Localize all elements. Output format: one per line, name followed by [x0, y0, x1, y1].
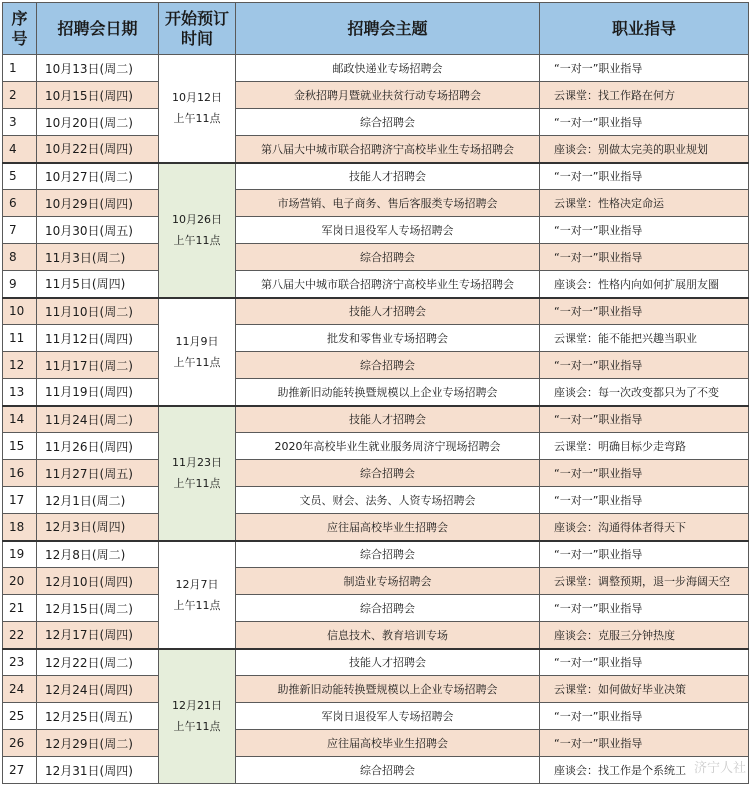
row-date: 12月8日(周二): [37, 541, 159, 568]
booking-date: 12月7日: [175, 577, 219, 591]
row-date: 10月13日(周二): [37, 55, 159, 82]
row-date: 12月24日(周四): [37, 676, 159, 703]
header-guidance: 职业指导: [540, 3, 749, 55]
row-index: 20: [3, 568, 37, 595]
table-row: [3, 379, 749, 406]
booking-date: 10月26日: [172, 213, 222, 226]
table-row: [3, 325, 749, 352]
row-theme: 技能人才招聘会: [236, 406, 540, 433]
booking-time-group: [159, 649, 236, 784]
row-guidance: “一对一”职业指导: [540, 406, 749, 433]
row-guidance: “一对一”职业指导: [540, 460, 749, 487]
row-index: 7: [3, 217, 37, 244]
row-index: 21: [3, 595, 37, 622]
table-row: [3, 244, 749, 271]
row-date: 12月10日(周四): [37, 568, 159, 595]
row-date: 11月5日(周四): [37, 271, 159, 298]
row-theme: 综合招聘会: [236, 541, 540, 568]
row-guidance: 云课堂：能不能把兴趣当职业: [540, 325, 749, 352]
row-guidance: 座谈会：别做太完美的职业规划: [540, 136, 749, 163]
row-guidance: 云课堂：明确目标少走弯路: [540, 433, 749, 460]
row-date: 11月10日(周二): [37, 298, 159, 325]
row-guidance: “一对一”职业指导: [540, 703, 749, 730]
row-index: 23: [3, 649, 37, 676]
row-date: 10月29日(周四): [37, 190, 159, 217]
row-index: 18: [3, 514, 37, 541]
row-index: 8: [3, 244, 37, 271]
booking-time: 上午11点: [173, 234, 221, 247]
table-row: [3, 703, 749, 730]
table-row: [3, 82, 749, 109]
row-theme: 军岗日退役军人专场招聘会: [236, 217, 540, 244]
row-date: 10月15日(周四): [37, 82, 159, 109]
table-row: [3, 514, 749, 541]
row-guidance: “一对一”职业指导: [540, 487, 749, 514]
row-index: 13: [3, 379, 37, 406]
header-index: [3, 3, 37, 55]
table-row: [3, 163, 749, 190]
row-theme: 综合招聘会: [236, 460, 540, 487]
row-theme: 助推新旧动能转换暨规模以上企业专场招聘会: [236, 676, 540, 703]
watermark: 济宁人社: [693, 761, 746, 776]
row-date: 10月30日(周五): [37, 217, 159, 244]
table-row: [3, 298, 749, 325]
row-index: 6: [3, 190, 37, 217]
row-index: 2: [3, 82, 37, 109]
row-theme: 第八届大中城市联合招聘济宁高校毕业生专场招聘会: [236, 271, 540, 298]
row-theme: 技能人才招聘会: [236, 163, 540, 190]
row-date: 12月17日(周四): [37, 622, 159, 649]
row-theme: 第八届大中城市联合招聘济宁高校毕业生专场招聘会: [236, 136, 540, 163]
row-guidance: “一对一”职业指导: [540, 217, 749, 244]
booking-time-group: [159, 541, 236, 649]
row-date: 10月22日(周四): [37, 136, 159, 163]
row-date: 11月27日(周五): [37, 460, 159, 487]
row-index: 22: [3, 622, 37, 649]
table-row: [3, 406, 749, 433]
table-row: [3, 568, 749, 595]
row-theme: 信息技术、教育培训专场: [236, 622, 540, 649]
row-index: 12: [3, 352, 37, 379]
table-row: [3, 541, 749, 568]
table-row: [3, 271, 749, 298]
table-row: [3, 352, 749, 379]
row-date: 11月3日(周二): [37, 244, 159, 271]
header-index-label: 序号: [11, 8, 28, 48]
row-guidance: 座谈会：沟通得体者得天下: [540, 514, 749, 541]
booking-time-group: [159, 55, 236, 163]
row-theme: 应往届高校毕业生招聘会: [236, 730, 540, 757]
row-index: 25: [3, 703, 37, 730]
job-fair-schedule-table: [2, 2, 749, 784]
row-date: 12月3日(周四): [37, 514, 159, 541]
row-index: 1: [3, 55, 37, 82]
row-date: 11月17日(周二): [37, 352, 159, 379]
row-index: 11: [3, 325, 37, 352]
row-index: 3: [3, 109, 37, 136]
table-row: [3, 460, 749, 487]
row-theme: 综合招聘会: [236, 352, 540, 379]
row-guidance: “一对一”职业指导: [540, 595, 749, 622]
table-row: [3, 55, 749, 82]
row-theme: 文员、财会、法务、人资专场招聘会: [236, 487, 540, 514]
row-index: 24: [3, 676, 37, 703]
booking-time-group: [159, 298, 236, 406]
row-guidance: “一对一”职业指导: [540, 163, 749, 190]
row-index: 19: [3, 541, 37, 568]
row-guidance: 云课堂：性格决定命运: [540, 190, 749, 217]
table-row: [3, 649, 749, 676]
row-guidance: “一对一”职业指导: [540, 541, 749, 568]
booking-date: 11月23日: [172, 456, 222, 469]
table-row: [3, 109, 749, 136]
table-row: [3, 136, 749, 163]
row-date: 12月29日(周二): [37, 730, 159, 757]
row-theme: 助推新旧动能转换暨规模以上企业专场招聘会: [236, 379, 540, 406]
row-date: 11月24日(周二): [37, 406, 159, 433]
row-date: 11月19日(周四): [37, 379, 159, 406]
booking-time: 上午11点: [173, 720, 221, 734]
row-theme: 技能人才招聘会: [236, 298, 540, 325]
row-date: 11月26日(周四): [37, 433, 159, 460]
schedule-body: [3, 55, 749, 784]
row-index: 15: [3, 433, 37, 460]
booking-time: 上午11点: [173, 598, 221, 612]
row-index: 26: [3, 730, 37, 757]
table-row: [3, 595, 749, 622]
table-row: [3, 217, 749, 244]
row-index: 17: [3, 487, 37, 514]
row-guidance: “一对一”职业指导: [540, 55, 749, 82]
booking-date: 11月9日: [175, 334, 219, 348]
row-theme: 邮政快递业专场招聘会: [236, 55, 540, 82]
row-guidance: 云课堂：调整预期，退一步海阔天空: [540, 568, 749, 595]
row-date: 12月15日(周二): [37, 595, 159, 622]
header-row: [3, 3, 749, 55]
row-theme: 技能人才招聘会: [236, 649, 540, 676]
row-theme: 应往届高校毕业生招聘会: [236, 514, 540, 541]
row-date: 10月20日(周二): [37, 109, 159, 136]
row-index: 16: [3, 460, 37, 487]
row-theme: 批发和零售业专场招聘会: [236, 325, 540, 352]
row-index: 10: [3, 298, 37, 325]
row-index: 27: [3, 757, 37, 784]
header-booking-label: 开始预订时间: [164, 8, 229, 48]
row-date: 12月25日(周五): [37, 703, 159, 730]
row-theme: 军岗日退役军人专场招聘会: [236, 703, 540, 730]
row-guidance: “一对一”职业指导: [540, 352, 749, 379]
row-guidance: 座谈会：性格内向如何扩展朋友圈: [540, 271, 749, 298]
row-theme: 综合招聘会: [236, 757, 540, 784]
table-row: [3, 190, 749, 217]
table-row: [3, 676, 749, 703]
table-row: [3, 487, 749, 514]
row-date: 12月31日(周四): [37, 757, 159, 784]
row-guidance: “一对一”职业指导: [540, 109, 749, 136]
row-guidance: 云课堂：找工作路在何方: [540, 82, 749, 109]
row-theme: 综合招聘会: [236, 595, 540, 622]
booking-date: 10月12日: [172, 91, 222, 105]
header-date: 招聘会日期: [37, 3, 159, 55]
booking-time: 上午11点: [173, 355, 221, 369]
row-index: 5: [3, 163, 37, 190]
header-booking-time: [159, 3, 236, 55]
booking-time-group: [159, 163, 236, 298]
table-row: [3, 757, 749, 784]
row-guidance: “一对一”职业指导: [540, 649, 749, 676]
booking-time: 上午11点: [173, 112, 221, 126]
row-index: 9: [3, 271, 37, 298]
row-theme: 综合招聘会: [236, 244, 540, 271]
booking-time-group: [159, 406, 236, 541]
row-theme: 市场营销、电子商务、售后客服类专场招聘会: [236, 190, 540, 217]
row-theme: 综合招聘会: [236, 109, 540, 136]
row-theme: 金秋招聘月暨就业扶贫行动专场招聘会: [236, 82, 540, 109]
row-date: 12月1日(周二): [37, 487, 159, 514]
table-row: [3, 433, 749, 460]
row-index: 14: [3, 406, 37, 433]
row-date: 11月12日(周四): [37, 325, 159, 352]
row-theme: 制造业专场招聘会: [236, 568, 540, 595]
row-guidance: “一对一”职业指导: [540, 244, 749, 271]
row-guidance: 座谈会：找工作是个系统工: [540, 757, 749, 784]
row-guidance: 座谈会：每一次改变都只为了不变: [540, 379, 749, 406]
row-date: 12月22日(周二): [37, 649, 159, 676]
row-guidance: “一对一”职业指导: [540, 730, 749, 757]
table-row: [3, 622, 749, 649]
row-index: 4: [3, 136, 37, 163]
row-date: 10月27日(周二): [37, 163, 159, 190]
booking-time: 上午11点: [173, 477, 221, 490]
row-guidance: 座谈会：克服三分钟热度: [540, 622, 749, 649]
header-theme: 招聘会主题: [236, 3, 540, 55]
row-theme: 2020年高校毕业生就业服务周济宁现场招聘会: [236, 433, 540, 460]
row-guidance: 云课堂：如何做好毕业决策: [540, 676, 749, 703]
row-guidance: “一对一”职业指导: [540, 298, 749, 325]
table-row: [3, 730, 749, 757]
booking-date: 12月21日: [172, 699, 222, 713]
